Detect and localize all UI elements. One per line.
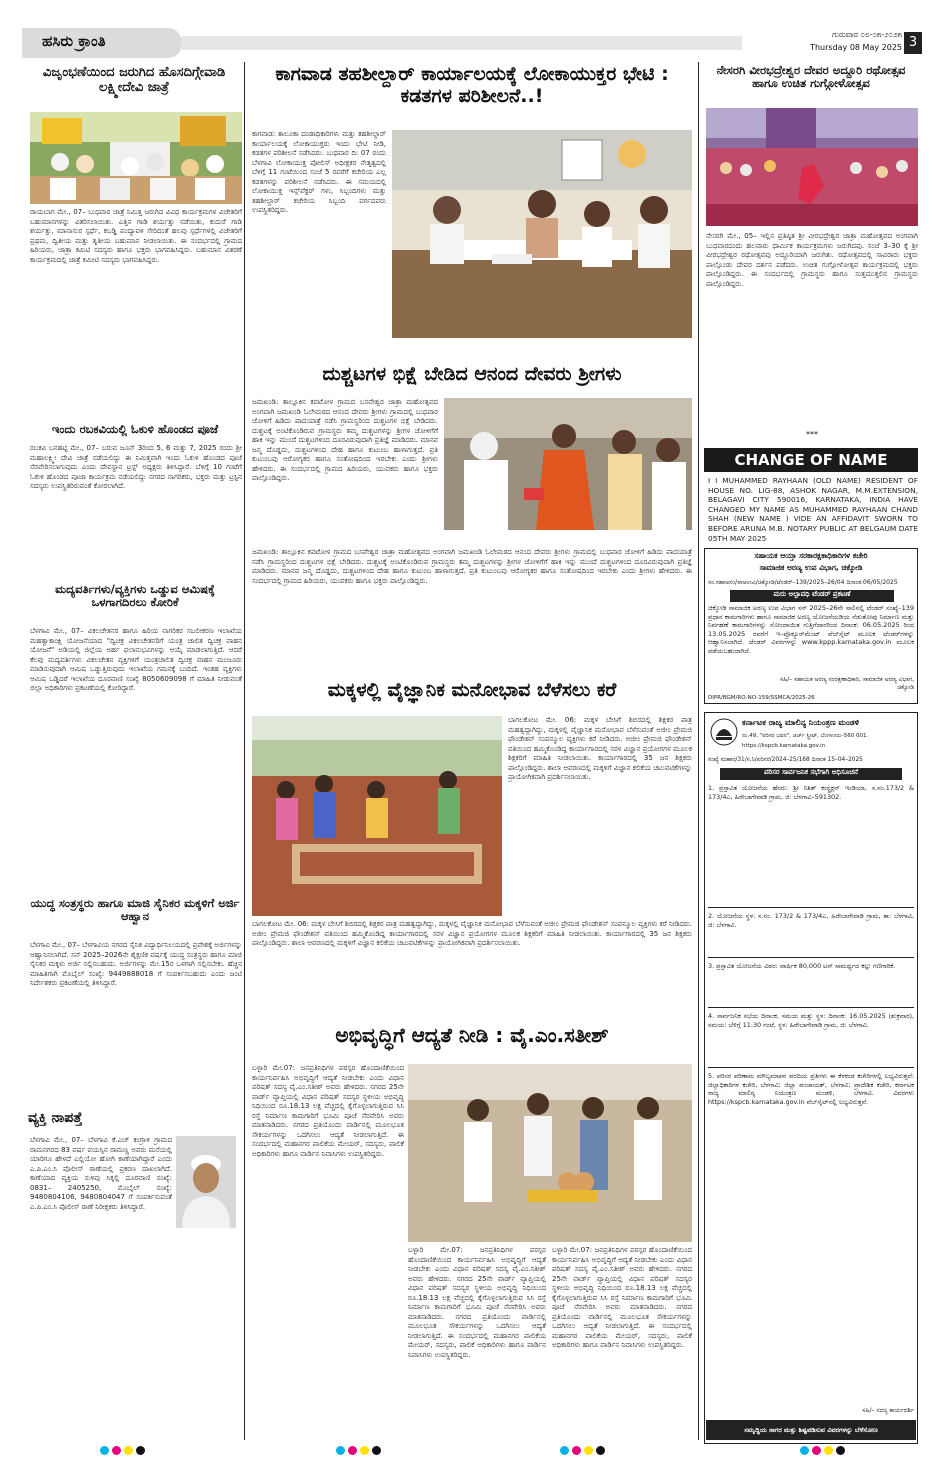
date-english: Thursday 08 May 2025	[810, 43, 902, 52]
bhoomi-pooja-image	[408, 1064, 692, 1242]
headline-dushchata: ದುಶ್ಚಟಗಳ ಭಿಕ್ಷೆ ಬೇಡಿದ ಆನಂದ ದೇವರು ಶ್ರೀಗಳು	[322, 364, 622, 385]
body-satish-c: ಬಳ್ಳಾರಿ ಮೇ.07: ಜನಪ್ರತಿನಿಧಿಗಳ ಪರಸ್ಪರ ಹೊಂದಾಣಿಕೆಯಿಂದ ಕಾರ್ಯನಿರ್ವಹಿಸಿ ಅಭಿವೃದ್ಧಿಗೆ ಆದ್ಯತೆ ನೀಡಬೇಕು ಎಂದು ವಿಧಾನ ಪರಿಷತ್ ಸದಸ್ಯ ವೈ.ಎಂ.ಸತೀಶ್ ಅವರು ಹೇಳಿದರು. ನಗರದ 25ನೇ ವಾರ್ಡ್ ವ್ಯಾಪ್ತಿಯಲ್ಲಿ ವಿಧಾನ ಪರಿಷತ್ ಸದಸ್ಯರ ಸ್ಥಳೀಯ ಅಭಿವೃದ್ಧಿ ನಿಧಿಯಿಂದ ರೂ.18.13 ಲಕ್ಷ ವೆಚ್ಚದಲ್ಲಿ ಕೈಗೊಳ್ಳಲಾಗುತ್ತಿರುವ ಸಿಸಿ ರಸ್ತೆ ನಿರ್ಮಾಣ ಕಾಮಗಾರಿಗೆ ಭೂಮಿ ಪೂಜೆ ನೆರವೇರಿಸಿ ಅವರು ಮಾತನಾಡಿದರು. ನಗರದ ಪ್ರತಿಯೊಂದು ವಾರ್ಡಿನಲ್ಲಿ ಮೂಲಭೂತ ಸೌಕರ್ಯಗಳನ್ನು ಒದಗಿಸಲು ಆದ್ಯತೆ ನೀಡಲಾಗುತ್ತಿದೆ. ಈ ಸಂದರ್ಭದಲ್ಲಿ ಮಹಾನಗರ ಪಾಲಿಕೆಯ ಮೇಯರ್, ಸದಸ್ಯರು, ಪಾಲಿಕೆ ಅಧಿಕಾರಿಗಳು ಹಾಗೂ ವಾರ್ಡಿನ ನಿವಾಸಿಗಳು ಉಪಸ್ಥಿತರಿದ್ದರು.	[552, 1246, 692, 1349]
body-okuli: ರಬಕವಿ ಬನಹಟ್ಟಿ ಮೇ., 07– ಬರುವ ಜೂನ್ 3ರಿಂದ 5, 6 ಮತ್ತು 7, 2025 ರಂದು ಶ್ರೀ ಮಹಾಲಕ್ಷ್ಮೀ ದೇವಿ ಜಾತ್ರೆ ನಡೆಯಲಿದ್ದು ಈ ನಿಮಿತ್ತವಾಗಿ ಇಂದು ಓಕುಳಿ ಹೊಂಡದ ಪೂಜೆ ನೆರವೇರಿಸಲಾಗುವುದು ಎಂದು ದೇವಸ್ಥಾನ ಟ್ರಸ್ಟ್ ಅಧ್ಯಕ್ಷರು ತಿಳಿಸಿದ್ದಾರೆ. ಬೆಳಿಗ್ಗೆ 10 ಗಂಟೆಗೆ ಓಕುಳಿ ಹೊಂಡದ ಪೂಜಾ ಕಾರ್ಯಕ್ರಮ ನಡೆಯಲಿದ್ದು ನಗರದ ನಾಗರಿಕರು, ಭಕ್ತರು ಮತ್ತು ಟ್ರಸ್ಟಿನ ಸದಸ್ಯರು ಉಪಸ್ಥಿತರಿರುವಂತೆ ಕೋರಲಾಗಿದೆ.	[30, 444, 242, 490]
headline-lokayukta: ಕಾಗವಾಡ ತಹಶೀಲ್ದಾರ್ ಕಾರ್ಯಾಲಯಕ್ಕೆ ಲೋಕಾಯುಕ್ತರ ಭೇಟಿ : ಕಡತಗಳ ಪರಿಶೀಲನೆ..!	[275, 64, 669, 107]
kspcb-item-2: 2. ಯೋಜನೆಯ ಸ್ಥಳ: ಸ.ನಂ. 173/2 & 173/4ಎ, ಹಿರೇಬಾಗೇವಾಡಿ ಗ್ರಾಮ, ತಾ: ಬೆಳಗಾವಿ, ಜಿ: ಬೆಳಗಾವಿ.	[708, 912, 914, 958]
kspcb-emblem-icon	[710, 718, 738, 746]
photo-bhoomi-pooja	[408, 1064, 692, 1242]
black-dot-icon	[596, 1446, 605, 1455]
end-mark: ***	[806, 430, 818, 439]
masthead-band	[182, 36, 742, 50]
tender-forest-title1: ಸಹಾಯಕ ಆಯ್ತಾ ಸರಕಾರಕ್ಷಕಾಧಿಕಾರಿಗಳ ಕಚೇರಿ	[754, 552, 868, 560]
headline-napatte: ವ್ಯಕ್ತಿ ನಾಪತ್ತೆ	[28, 1110, 83, 1126]
missing-person-portrait	[176, 1136, 236, 1228]
tender-forest-title2: ಸಾಮಾಜಿಕ ಅರಣ್ಯ ಉಪ ವಿಭಾಗ, ಚಿಕ್ಕೋಡಿ	[759, 564, 863, 572]
black-dot-icon	[836, 1446, 845, 1455]
yellow-dot-icon	[584, 1446, 593, 1455]
body-lokayukta: ಕಾಗವಾಡ: ತಾಲೂಕಾ ದಂಡಾಧಿಕಾರಿಗಳು ಮತ್ತು ತಹಶೀಲ್ದಾರ್ ಕಾರ್ಯಾಲಯಕ್ಕೆ ಲೋಕಾಯುಕ್ತರು ಇಂದು ಭೇಟಿ ನೀಡಿ, ಕಡತಗಳ ಪರಿಶೀಲನೆ ನಡೆಸಿದರು. ಬುಧವಾರ ದಿ: 07 ರಂದು ಬೆಳಗಾವಿ ಲೋಕಾಯುಕ್ತ ಪೋಲಿಸ್ ಅಧೀಕ್ಷಕರ ನೇತೃತ್ವದಲ್ಲಿ ಬೆಳಿಗ್ಗೆ 11 ಗಂಟೆಯಿಂದ ಸಂಜೆ 5 ರವರೆಗೆ ಕಚೇರಿಯ ಎಲ್ಲ ಕಡತಗಳನ್ನು ಪರಿಶೀಲನೆ ನಡೆಸಿದರು. ಈ ಸಮಯದಲ್ಲಿ ಲೋಕಾಯುಕ್ತ ಇನ್ಸ್‌ಪೆಕ್ಟರ್ ಗಳು, ಸಿಬ್ಬಂದಿಗಳು ಮತ್ತು ತಹಶೀಲ್ದಾರ್ ಕಚೇರಿಯ ಸಿಬ್ಬಂದಿ ವರ್ಗದವರು ಉಪಸ್ಥಿತರಿದ್ದರು.	[252, 130, 386, 214]
headline-vaijnanika: ಮಕ್ಕಳಲ್ಲಿ ವೈಜ್ಞಾನಿಕ ಮನೋಭಾವ ಬೆಳೆಸಲು ಕರೆ	[327, 680, 617, 701]
magenta-dot-icon	[812, 1446, 821, 1455]
kspcb-address: ನಂ.49, "ಪರಿಸರ ಭವನ", ಚರ್ಚ್ ಸ್ಟ್ರೀಟ್, ಬೆಂಗಳೂರು–560 001.	[742, 733, 869, 739]
yellow-dot-icon	[824, 1446, 833, 1455]
cyan-dot-icon	[336, 1446, 345, 1455]
kspcb-sub: ಪರಿಸರ ಸಾರ್ವಜನಿಕ ಸಭೆಗಾಗಿ ಅಧಿಸೂಚನೆ	[720, 768, 902, 780]
photo-rathotsava	[706, 108, 918, 226]
body-sainik: ಬೆಳಗಾವಿ ಮೇ., 07– ಬೆಳಗಾವಿಯ ನಗರದ ಸೈನಿಕ ವಿದ್ಯಾರ್ಥಿನಿಲಯದಲ್ಲಿ ಪ್ರವೇಶಕ್ಕೆ ಅರ್ಜಿಗಳನ್ನು ಆಹ್ವಾನಿಸಲಾಗಿದೆ. ಸನ್ 2025–2026ನೇ ಶೈಕ್ಷಣಿಕ ವರ್ಷಕ್ಕೆ ಯುದ್ಧ ಸಂತ್ರಸ್ಥರು ಹಾಗೂ ಮಾಜಿ ಸೈನಿಕರ ಮಕ್ಕಳು ಅರ್ಜಿ ಸಲ್ಲಿಸಬಹುದು. ಅರ್ಜಿಗಳನ್ನು ಮೇ.15ರ ಒಳಗಾಗಿ ಸಲ್ಲಿಸಬೇಕು. ಹೆಚ್ಚಿನ ಮಾಹಿತಿಗಾಗಿ ಮೊಬೈಲ್ ಸಂಖ್ಯೆ: 9449888018 ಗೆ ಸಂಪರ್ಕಿಸಬಹುದು ಎಂದು ಜಂಟಿ ನಿರ್ದೇಶಕರು ಪ್ರಕಟಣೆಯಲ್ಲಿ ತಿಳಿಸಿದ್ದಾರೆ.	[30, 941, 242, 987]
kspcb-item-1: 1. ಪ್ರಸ್ತಾವಿತ ಯೋಜನೆಯ ಹೆಸರು: ಶ್ರೀ ನಿಶಿತ್ ಕಂಸ್ಟ್ರಕ್ಷನ್ ಇಂಡಿಯಾ, ಸ.ನಂ.173/2 & 173/4ಎ, ಹಿರೇಬಾಗೇವಾಡಿ ಗ್ರಾಮ, ಜಿ: ಬೆಳಗಾವಿ–591302.	[708, 784, 914, 908]
cyan-dot-icon	[800, 1446, 809, 1455]
cyan-dot-icon	[100, 1446, 109, 1455]
body-dushchata-b: ಜಮಖಂಡಿ: ತಾಲ್ಲೂಕಿನ ಕವಟೋಳ ಗ್ರಾಮದ ಬಸವೇಶ್ವರ ಜಾತ್ರಾ ಮಹೋತ್ಸವದ ಅಂಗವಾಗಿ ಜಮಖಂಡಿ ಓಲೇಮಠದ ಆನಂದ ದೇವರು ಶ್ರೀಗಳು ಗ್ರಾಮದಲ್ಲಿ ಬುಧವಾರ ಜೋಳಿಗೆ ಹಿಡಿದು ಪಾದಯಾತ್ರೆ ನಡೆಸಿ ಗ್ರಾಮಸ್ಥರಿಂದ ದುಶ್ಚಟಗಳ ಭಿಕ್ಷೆ ಬೇಡಿದರು. ದುಶ್ಚಟಕ್ಕೆ ಅಂಟಿಕೊಂಡಿರುವ ಗ್ರಾಮಸ್ಥರು ತಮ್ಮ ದುಶ್ಚಟಗಳನ್ನು ಶ್ರೀಗಳ ಜೋಳಿಗೆಗೆ ಹಾಕಿ ಇನ್ನು ಮುಂದೆ ದುಶ್ಚಟಗಳಿಂದ ದೂರವಿರುವುದಾಗಿ ಪ್ರತಿಜ್ಞೆ ಮಾಡಿದರು. ಮಾನವ ಜನ್ಮ ದೊಡ್ಡದು, ದುಶ್ಚಟಗಳಿಂದ ದೇಹ ಹಾಗೂ ಕುಟುಂಬ ಹಾಳಾಗುತ್ತದೆ. ಪ್ರತಿ ಕುಟುಂಬವು ಆರೋಗ್ಯಕರ ಹಾಗೂ ಸಂತೋಷದಿಂದ ಇರಬೇಕು ಎಂದು ಶ್ರೀಗಳು ಹೇಳಿದರು. ಈ ಸಂದರ್ಭದಲ್ಲಿ ಗ್ರಾಮದ ಹಿರಿಯರು, ಯುವಕರು ಹಾಗೂ ಭಕ್ತರು ಪಾಲ್ಗೊಂಡಿದ್ದರು.	[252, 548, 692, 585]
kspcb-item-3: 3. ಪ್ರಸ್ತಾವಿತ ಯೋಜನೆಯ ವಿವರ: ವಾರ್ಷಿಕ 80,000 ಟನ್ ಸಾಮರ್ಥ್ಯದ ಕಲ್ಲು ಗಣಿಗಾರಿಕೆ.	[708, 962, 914, 1008]
tender-forest-code: DIPR/BGM/RO-NO-159/SSMCA/2025-26	[708, 695, 815, 701]
headline-vikalachetana: ಮದ್ಯವರ್ತಿಗಳು/ವ್ಯಕ್ತಿಗಳು ಒಡ್ಡುವ ಆಮಿಷಕ್ಕೆ ಒಳಗಾಗದಿರಲು ಕೋರಿಕೆ	[55, 583, 215, 610]
lokayukta-office-image	[392, 130, 692, 338]
photo-science-camp	[252, 716, 502, 916]
body-nesaragi: ನೇಸರಗಿ ಮೇ., 05– ಇಲ್ಲಿನ ಪ್ರತಿಷ್ಠಿತ ಶ್ರೀ ವೀರಭದ್ರೇಶ್ವರ ಜಾತ್ರಾ ಮಹೋತ್ಸವದ ಅಂಗವಾಗಿ ಬುಧವಾರದಂದು ಹಲವಾರು ಧಾರ್ಮಿಕ ಕಾರ್ಯಕ್ರಮಗಳು ಜರುಗಿದವು. ಸಂಜೆ 3–30 ಕ್ಕೆ ಶ್ರೀ ವೀರಭದ್ರೇಶ್ವರ ರಥೋತ್ಸವವು ಅದ್ದೂರಿಯಾಗಿ ಜರುಗಿತು. ರಥೋತ್ಸವದಲ್ಲಿ ಸಾವಿರಾರು ಭಕ್ತರು ಪಾಲ್ಗೊಂಡು ದೇವರ ದರ್ಶನ ಪಡೆದರು. ಉಚಿತ ಗುಗ್ಗೋಳೋತ್ಸವ ಕಾರ್ಯಕ್ರಮದಲ್ಲಿ ಭಕ್ತರು ಪಾಲ್ಗೊಂಡಿದ್ದರು. ಈ ಸಂದರ್ಭದಲ್ಲಿ ಗ್ರಾಮಸ್ಥರು ಹಾಗೂ ಸುತ್ತಮುತ್ತಲಿನ ಗ್ರಾಮಸ್ಥರು ಪಾಲ್ಗೊಂಡಿದ್ದರು.	[706, 232, 918, 288]
masthead	[22, 28, 922, 58]
headline-sainik: ಯುದ್ಧ ಸಂತ್ರಸ್ಥರು ಹಾಗೂ ಮಾಜಿ ಸೈನಿಕರ ಮಕ್ಕಳಿಗೆ ಅರ್ಜಿ ಆಹ್ವಾನ	[30, 897, 240, 924]
name-change-banner: CHANGE OF NAME	[704, 448, 918, 472]
kspcb-ref: ಸಂಖ್ಯೆ ಮಹಾರ/31/ಸ.ನಿ/ಪರಿಸರ/2024–25/168 ದಿನಾಂಕ 15–04–2025	[708, 757, 863, 763]
column-divider	[244, 62, 245, 1440]
body-dushchata-a: ಜಮಖಂಡಿ: ತಾಲ್ಲೂಕಿನ ಕವಟೋಳ ಗ್ರಾಮದ ಬಸವೇಶ್ವರ ಜಾತ್ರಾ ಮಹೋತ್ಸವದ ಅಂಗವಾಗಿ ಜಮಖಂಡಿ ಓಲೇಮಠದ ಆನಂದ ದೇವರು ಶ್ರೀಗಳು ಗ್ರಾಮದಲ್ಲಿ ಬುಧವಾರ ಜೋಳಿಗೆ ಹಿಡಿದು ಪಾದಯಾತ್ರೆ ನಡೆಸಿ ಗ್ರಾಮಸ್ಥರಿಂದ ದುಶ್ಚಟಗಳ ಭಿಕ್ಷೆ ಬೇಡಿದರು. ದುಶ್ಚಟಕ್ಕೆ ಅಂಟಿಕೊಂಡಿರುವ ಗ್ರಾಮಸ್ಥರು ತಮ್ಮ ದುಶ್ಚಟಗಳನ್ನು ಶ್ರೀಗಳ ಜೋಳಿಗೆಗೆ ಹಾಕಿ ಇನ್ನು ಮುಂದೆ ದುಶ್ಚಟಗಳಿಂದ ದೂರವಿರುವುದಾಗಿ ಪ್ರತಿಜ್ಞೆ ಮಾಡಿದರು. ಮಾನವ ಜನ್ಮ ದೊಡ್ಡದು, ದುಶ್ಚಟಗಳಿಂದ ದೇಹ ಹಾಗೂ ಕುಟುಂಬ ಹಾಳಾಗುತ್ತದೆ. ಪ್ರತಿ ಕುಟುಂಬವು ಆರೋಗ್ಯಕರ ಹಾಗೂ ಸಂತೋಷದಿಂದ ಇರಬೇಕು ಎಂದು ಶ್ರೀಗಳು ಹೇಳಿದರು. ಈ ಸಂದರ್ಭದಲ್ಲಿ ಗ್ರಾಮದ ಹಿರಿಯರು, ಯುವಕರು ಹಾಗೂ ಭಕ್ತರು ಪಾಲ್ಗೊಂಡಿದ್ದರು.	[252, 398, 438, 482]
page-number: 3	[904, 32, 922, 54]
kspcb-item-4: 4. ಸಾರ್ವಜನಿಕ ಸಭೆಯ ದಿನಾಂಕ, ಸಮಯ ಮತ್ತು ಸ್ಥಳ: ದಿನಾಂಕ: 16.05.2025 (ಶುಕ್ರವಾರ), ಸಮಯ: ಬೆಳಿಗ್ಗೆ 11:30 ಗಂಟೆ, ಸ್ಥಳ: ಹಿರೇಬಾಗೇವಾಡಿ ಗ್ರಾಮ, ಜಿ: ಬೆಳಗಾವಿ.	[708, 1012, 914, 1068]
kspcb-item-5: 5. ಪರಿಸರ ಪರಿಣಾಮ ಮೌಲ್ಯಮಾಪನ ವರದಿಯ ಪ್ರತಿಗಳು ಈ ಕೆಳಕಂಡ ಕಚೇರಿಗಳಲ್ಲಿ ಲಭ್ಯವಿರುತ್ತವೆ: ಜಿಲ್ಲಾಧಿಕಾರಿಗಳ ಕಚೇರಿ, ಬೆಳಗಾವಿ; ಜಿಲ್ಲಾ ಪಂಚಾಯತ್, ಬೆಳಗಾವಿ; ಪ್ರಾದೇಶಿಕ ಕಚೇರಿ, ಕರ್ನಾಟಕ ರಾಜ್ಯ ಮಾಲಿನ್ಯ ನಿಯಂತ್ರಣ ಮಂಡಳಿ, ಬೆಳಗಾವಿ. ವಿವರಗಳು https://kspcb.karnataka.gov.in ವೆಬ್‌ಸೈಟ್‌ನಲ್ಲಿ ಲಭ್ಯವಿರುತ್ತವೆ.	[708, 1072, 914, 1106]
body-satish-a: ಬಳ್ಳಾರಿ ಮೇ.07: ಜನಪ್ರತಿನಿಧಿಗಳ ಪರಸ್ಪರ ಹೊಂದಾಣಿಕೆಯಿಂದ ಕಾರ್ಯನಿರ್ವಹಿಸಿ ಅಭಿವೃದ್ಧಿಗೆ ಆದ್ಯತೆ ನೀಡಬೇಕು ಎಂದು ವಿಧಾನ ಪರಿಷತ್ ಸದಸ್ಯ ವೈ.ಎಂ.ಸತೀಶ್ ಅವರು ಹೇಳಿದರು. ನಗರದ 25ನೇ ವಾರ್ಡ್ ವ್ಯಾಪ್ತಿಯಲ್ಲಿ ವಿಧಾನ ಪರಿಷತ್ ಸದಸ್ಯರ ಸ್ಥಳೀಯ ಅಭಿವೃದ್ಧಿ ನಿಧಿಯಿಂದ ರೂ.18.13 ಲಕ್ಷ ವೆಚ್ಚದಲ್ಲಿ ಕೈಗೊಳ್ಳಲಾಗುತ್ತಿರುವ ಸಿಸಿ ರಸ್ತೆ ನಿರ್ಮಾಣ ಕಾಮಗಾರಿಗೆ ಭೂಮಿ ಪೂಜೆ ನೆರವೇರಿಸಿ ಅವರು ಮಾತನಾಡಿದರು. ನಗರದ ಪ್ರತಿಯೊಂದು ವಾರ್ಡಿನಲ್ಲಿ ಮೂಲಭೂತ ಸೌಕರ್ಯಗಳನ್ನು ಒದಗಿಸಲು ಆದ್ಯತೆ ನೀಡಲಾಗುತ್ತಿದೆ. ಈ ಸಂದರ್ಭದಲ್ಲಿ ಮಹಾನಗರ ಪಾಲಿಕೆಯ ಮೇಯರ್, ಸದಸ್ಯರು, ಪಾಲಿಕೆ ಅಧಿಕಾರಿಗಳು ಹಾಗೂ ವಾರ್ಡಿನ ನಿವಾಸಿಗಳು ಉಪಸ್ಥಿತರಿದ್ದರು.	[252, 1064, 404, 1158]
black-dot-icon	[372, 1446, 381, 1455]
photo-jatre	[30, 112, 242, 204]
date-kannada: ಗುರುವಾರ ೦೮-೦೫-೨೦೨೫	[832, 30, 902, 39]
photo-missing-person	[176, 1136, 236, 1228]
headline-satish: ಅಭಿವೃದ್ಧಿಗೆ ಆದ್ಯತೆ ನೀಡಿ : ವೈ.ಎಂ.ಸತೀಶ್	[335, 1024, 609, 1047]
tender-forest-sign: ಸಹಿ/– ಸಹಾಯಕ ಅರಣ್ಯ ಸಂರಕ್ಷಣಾಧಿಕಾರಿ, ಸಾಮಾಜಿಕ ಅರಣ್ಯ ವಿಭಾಗ, ಚಿಕ್ಕೋಡಿ	[779, 676, 914, 691]
yellow-dot-icon	[124, 1446, 133, 1455]
date-block	[742, 28, 902, 54]
column-divider	[698, 62, 699, 1440]
body-vikalachetana: ಬೆಳಗಾವಿ ಮೇ., 07– ವಿಕಲಚೇತನರ ಹಾಗೂ ಹಿರಿಯ ನಾಗರಿಕರ ಸಬಲೀಕರಣ ಇಲಾಖೆಯ ಮಹತ್ವಾಕಾಂಕ್ಷಿ ಯೋಜನೆಯಾದ "ದ್ವಿಚಕ್ರ ವಿಕಲಚೇತನರಿಗೆ ಯಂತ್ರ ಚಾಲಿತ ದ್ವಿಚಕ್ರ ವಾಹನ ಯೋಜನೆ" ಅಡಿಯಲ್ಲಿ ಜಿಲ್ಲೆಯ ಅರ್ಹ ಫಲಾನುಭವಿಗಳನ್ನು ಆಯ್ಕೆ ಮಾಡಲಾಗುತ್ತಿದೆ. ಆದರೆ ಕೆಲವು ಮದ್ಯವರ್ತಿಗಳು ವಿಕಲಚೇತನ ವ್ಯಕ್ತಿಗಳಿಗೆ ಯಂತ್ರಚಾಲಿತ ದ್ವಿಚಕ್ರ ವಾಹನ ಮಂಜೂರು ಮಾಡಿಸುವುದಾಗಿ ಆಮಿಷ ಒಡ್ಡುತ್ತಿರುವುದು ಇಲಾಖೆಯ ಗಮನಕ್ಕೆ ಬಂದಿದೆ. ಇಂತಹ ವ್ಯಕ್ತಿಗಳು ಆಮಿಷ ಒಡ್ಡಿದರೆ ಇಲಾಖೆಯ ದೂರವಾಣಿ ಸಂಖ್ಯೆ 8050609098 ಗೆ ಮಾಹಿತಿ ನೀಡುವಂತೆ ಜಿಲ್ಲಾ ಅಧಿಕಾರಿಗಳು ಪ್ರಕಟಣೆಯಲ್ಲಿ ಕೋರಿದ್ದಾರೆ.	[30, 627, 242, 692]
tender-forest-ref: ಸಂ.ಸಹಾಅಸಂ/ಸಾಅಉವಿ/ಚಿಕ್ಕೋಡಿ/ಟೆಂಡರ್‌–139/2025–26/04 ದಿನಾಂಕ:06/05/2025	[708, 579, 898, 586]
tender-forest-body: ಚಿಕ್ಕೋಡಿ ಸಾಮಾಜಿಕ ಅರಣ್ಯ ಉಪ ವಿಭಾಗ ಸನ್ 2025–26ನೇ ಸಾಲಿನಲ್ಲಿ ಟೆಂಡರ್ ಸಂಖ್ಯೆ–139 ಪ್ರಧಾನ ಕಾಮಗಾರಿಗಳು ಹಾಗೂ ಸಾಮಾಜಿಕ ಅರಣ್ಯ ಯೋಜನೆಯಡಿಯ ನೆಡುತೋಪು ನಿರ್ಮಾಣ ಮತ್ತು ನಿರ್ವಹಣೆ ಕಾಮಗಾರಿಗಳನ್ನು ನೋಂದಾಯಿತ ಗುತ್ತಿಗೆದಾರರಿಂದ ದಿನಾಂಕ: 06.05.2025 ರಿಂದ 13.05.2025 ರವರೆಗೆ ಇ–ಪ್ರೊಕ್ಯೂರ್‌ಮೆಂಟ್ ವೆಬ್‌ಸೈಟ್ ಮೂಲಕ ಟೆಂಡರ್‌ಗಳನ್ನು ಆಹ್ವಾನಿಸಲಾಗಿದೆ. ಟೆಂಡರ್ ವಿವರಗಳನ್ನು www.kppp.karnataka.gov.in ಮೂಲಕ ಪಡೆಯಬಹುದಾಗಿದೆ.	[708, 604, 914, 655]
body-vaijnanika-a: ಬಾಗಲಕೋಟ ಮೇ. 06: ಮಕ್ಕಳ ಬೇಸಿಗೆ ಶಿಬಿರದಲ್ಲಿ ಶಿಕ್ಷಕರ ಪಾತ್ರ ಮಹತ್ವದ್ದಾಗಿದ್ದು, ಮಕ್ಕಳಲ್ಲಿ ವೈಜ್ಞಾನಿಕ ಮನೋಭಾವ ಬೆಳೆಸುವಂತೆ ಅಜೀಂ ಪ್ರೇಮಜಿ ಫೌಂಡೇಶನ್ ಸಂಪನ್ಮೂಲ ವ್ಯಕ್ತಿಗಳು ಕರೆ ನೀಡಿದರು. ಅಜೀಂ ಪ್ರೇಮಜಿ ಫೌಂಡೇಶನ್ ವತಿಯಿಂದ ಹಮ್ಮಿಕೊಂಡಿದ್ದ ಕಾರ್ಯಾಗಾರದಲ್ಲಿ ಸರಳ ವಿಜ್ಞಾನ ಪ್ರಯೋಗಗಳ ಮೂಲಕ ಶಿಕ್ಷಕರಿಗೆ ಮಾಹಿತಿ ನೀಡಲಾಯಿತು. ಕಾರ್ಯಾಗಾರದಲ್ಲಿ 35 ಜನ ಶಿಕ್ಷಕರು ಪಾಲ್ಗೊಂಡಿದ್ದರು. ಶಾಲಾ ಆವರಣದಲ್ಲಿ ಮಕ್ಕಳಿಗೆ ವಿಜ್ಞಾನ ಕಲಿಕೆಯ ಚಟುವಟಿಕೆಗಳನ್ನು ಪ್ರಾಯೋಗಿಕವಾಗಿ ಪ್ರದರ್ಶಿಸಲಾಯಿತು.	[508, 716, 692, 781]
section-title: ಹಸಿರು ಕ್ರಾಂತಿ	[42, 32, 106, 50]
name-change-body: I I MUHAMMED RAYHAAN (OLD NAME) RESIDENT OF HOUSE NO. LIG-88, ASHOK NAGAR, M.M.EXTENSION, BELAGAVI CITY 590016, KARNATAKA, INDIA HAVE CHANGED MY NAME AS MUHAMMED RAYHAAN CHAND SHAH (NEW NAME ) VIDE AN AFFIDAVIT SWORN TO BEFORE ARUNA M.B. NOTARY PUBLIC AT BELGAUM DATE 05TH MAY 2025	[708, 476, 918, 543]
body-vaijnanika-b: ಬಾಗಲಕೋಟ ಮೇ. 06: ಮಕ್ಕಳ ಬೇಸಿಗೆ ಶಿಬಿರದಲ್ಲಿ ಶಿಕ್ಷಕರ ಪಾತ್ರ ಮಹತ್ವದ್ದಾಗಿದ್ದು, ಮಕ್ಕಳಲ್ಲಿ ವೈಜ್ಞಾನಿಕ ಮನೋಭಾವ ಬೆಳೆಸುವಂತೆ ಅಜೀಂ ಪ್ರೇಮಜಿ ಫೌಂಡೇಶನ್ ಸಂಪನ್ಮೂಲ ವ್ಯಕ್ತಿಗಳು ಕರೆ ನೀಡಿದರು. ಅಜೀಂ ಪ್ರೇಮಜಿ ಫೌಂಡೇಶನ್ ವತಿಯಿಂದ ಹಮ್ಮಿಕೊಂಡಿದ್ದ ಕಾರ್ಯಾಗಾರದಲ್ಲಿ ಸರಳ ವಿಜ್ಞಾನ ಪ್ರಯೋಗಗಳ ಮೂಲಕ ಶಿಕ್ಷಕರಿಗೆ ಮಾಹಿತಿ ನೀಡಲಾಯಿತು. ಕಾರ್ಯಾಗಾರದಲ್ಲಿ 35 ಜನ ಶಿಕ್ಷಕರು ಪಾಲ್ಗೊಂಡಿದ್ದರು. ಶಾಲಾ ಆವರಣದಲ್ಲಿ ಮಕ್ಕಳಿಗೆ ವಿಜ್ಞಾನ ಕಲಿಕೆಯ ಚಟುವಟಿಕೆಗಳನ್ನು ಪ್ರಾಯೋಗಿಕವಾಗಿ ಪ್ರದರ್ಶಿಸಲಾಯಿತು.	[252, 920, 692, 947]
black-dot-icon	[136, 1446, 145, 1455]
science-camp-image	[252, 716, 502, 916]
rathotsava-crowd-image	[706, 108, 918, 226]
section-tab	[22, 28, 182, 58]
headline-okuli: ಇಂದು ರಬಕವಿಯಲ್ಲಿ ಓಕುಳಿ ಹೊಂಡದ ಪೂಜೆ	[51, 423, 219, 436]
yellow-dot-icon	[360, 1446, 369, 1455]
kspcb-website: https://kspcb.karnataka.gov.in	[742, 743, 826, 749]
body-jatre: ರಾಯಬಾಗ ಮೇ., 07– ಬುಧವಾರ ಜಾತ್ರೆ ನಿಮಿತ್ತ ಜರುಗಿದ ವಿವಿಧ ಕಾರ್ಯಕ್ರಮಗಳ ವಿಜೇತರಿಗೆ ಬಹುಮಾನಗಳನ್ನು ವಿತರಿಸಲಾಯಿತು. ಎತ್ತಿನ ಗಾಡಿ ಶರ್ಯತ್ತು ನಡೆಯಿತು, ಕುದುರೆ ಗಾಡಿ ಶರ್ಯತ್ತು, ಮಾನಾಸುರ ಸ್ಪರ್ಧೆ, ಕಬಡ್ಡಿ ಪಂದ್ಯಾವಳಿ ಸೇರಿದಂತೆ ಹಲವು ಸ್ಪರ್ಧೆಗಳಲ್ಲಿ ವಿಜೇತರಿಗೆ ಪ್ರಥಮ, ದ್ವಿತೀಯ ಮತ್ತು ತೃತೀಯ ಬಹುಮಾನ ನೀಡಲಾಯಿತು. ಈ ಸಂದರ್ಭದಲ್ಲಿ ಗ್ರಾಮದ ಹಿರಿಯರು, ಜಾತ್ರಾ ಕಮಿಟಿ ಸದಸ್ಯರು ಹಾಗೂ ಭಕ್ತರು ಭಾಗವಹಿಸಿದ್ದರು. ಬಹುಮಾನ ವಿತರಣೆ ಕಾರ್ಯಕ್ರಮದಲ್ಲಿ ಜಾತ್ರೆ ಕಮೀಟಿ ಸದಸ್ಯರು ಭಾಗವಹಿಸಿದ್ದರು.	[30, 208, 242, 264]
kspcb-sign: ಸಹಿ/– ಸದಸ್ಯ ಕಾರ್ಯದರ್ಶಿ	[862, 1407, 914, 1414]
tender-forest-sub: ಮರು ಅಲ್ಪಾವಧಿ ಟೆಂಡರ್ ಪ್ರಕಟಣೆ	[730, 590, 894, 602]
headline-jatre: ವಿಜೃಂಭಣೆಯಿಂದ ಜರುಗಿದ ಹೊಸದಿಗ್ಗೇವಾಡಿ ಲಕ್ಷ್ಮೀದೇವಿ ಜಾತ್ರೆ	[42, 66, 226, 95]
magenta-dot-icon	[572, 1446, 581, 1455]
body-satish-b: ಬಳ್ಳಾರಿ ಮೇ.07: ಜನಪ್ರತಿನಿಧಿಗಳ ಪರಸ್ಪರ ಹೊಂದಾಣಿಕೆಯಿಂದ ಕಾರ್ಯನಿರ್ವಹಿಸಿ ಅಭಿವೃದ್ಧಿಗೆ ಆದ್ಯತೆ ನೀಡಬೇಕು ಎಂದು ವಿಧಾನ ಪರಿಷತ್ ಸದಸ್ಯ ವೈ.ಎಂ.ಸತೀಶ್ ಅವರು ಹೇಳಿದರು. ನಗರದ 25ನೇ ವಾರ್ಡ್ ವ್ಯಾಪ್ತಿಯಲ್ಲಿ ವಿಧಾನ ಪರಿಷತ್ ಸದಸ್ಯರ ಸ್ಥಳೀಯ ಅಭಿವೃದ್ಧಿ ನಿಧಿಯಿಂದ ರೂ.18.13 ಲಕ್ಷ ವೆಚ್ಚದಲ್ಲಿ ಕೈಗೊಳ್ಳಲಾಗುತ್ತಿರುವ ಸಿಸಿ ರಸ್ತೆ ನಿರ್ಮಾಣ ಕಾಮಗಾರಿಗೆ ಭೂಮಿ ಪೂಜೆ ನೆರವೇರಿಸಿ ಅವರು ಮಾತನಾಡಿದರು. ನಗರದ ಪ್ರತಿಯೊಂದು ವಾರ್ಡಿನಲ್ಲಿ ಮೂಲಭೂತ ಸೌಕರ್ಯಗಳನ್ನು ಒದಗಿಸಲು ಆದ್ಯತೆ ನೀಡಲಾಗುತ್ತಿದೆ. ಈ ಸಂದರ್ಭದಲ್ಲಿ ಮಹಾನಗರ ಪಾಲಿಕೆಯ ಮೇಯರ್, ಸದಸ್ಯರು, ಪಾಲಿಕೆ ಅಧಿಕಾರಿಗಳು ಹಾಗೂ ವಾರ್ಡಿನ ನಿವಾಸಿಗಳು ಉಪಸ್ಥಿತರಿದ್ದರು.	[408, 1246, 546, 1359]
kspcb-logo-icon	[710, 718, 738, 746]
headline-nesaragi: ನೇಸರಗಿ ವೀರಭದ್ರೇಶ್ವರ ದೇವರ ಅದ್ದೂರಿ ರಥೋತ್ಸವ ಹಾಗೂ ಉಚಿತ ಗುಗ್ಗೋಳೋತ್ಸವ	[716, 64, 906, 91]
magenta-dot-icon	[112, 1446, 121, 1455]
jatre-crowd-image	[30, 112, 242, 204]
magenta-dot-icon	[348, 1446, 357, 1455]
body-napatte-top: ಬೆಳಗಾವಿ ಮೇ., 07– ಬೆಳಗಾವಿ ಕೆ.ಎಚ್ ಕಂಗ್ರಾಳಿ ಗ್ರಾಮದ ರಾಮನಗರದ 83 ವರ್ಷ ವಯಸ್ಸಿನ ರಾಮಣ್ಣ ಅವರು ಮನೆಯಲ್ಲಿ ಯಾರಿಗೂ ಹೇಳದೆ ಎಲ್ಲಿಯೋ ಹೋಗಿ ಕಾಣೆಯಾಗಿದ್ದಾರೆ ಎಂದು ಎ.ಪಿ.ಎಂ.ಸಿ ಪೊಲೀಸ್ ಠಾಣೆಯಲ್ಲಿ ಪ್ರಕರಣ ದಾಖಲಾಗಿದೆ. ಕಾಣೆಯಾದ ವ್ಯಕ್ತಿಯ ಸುಳಿವು ಸಿಕ್ಕಲ್ಲಿ ದೂರವಾಣಿ ಸಂಖ್ಯೆ: 0831– 2405250, ಮೊಬೈಲ್ ಸಂಖ್ಯೆ: 9480804106, 9480804047 ಗೆ ಸಂಪರ್ಕಿಸುವಂತೆ ಎ.ಪಿ.ಎಂ.ಸಿ ಪೊಲೀಸ್ ಠಾಣೆ ನಿರೀಕ್ಷಕರು ತಿಳಿಸಿದ್ದಾರೆ.	[30, 1136, 172, 1211]
kspcb-title: ಕರ್ನಾಟಕ ರಾಜ್ಯ ಮಾಲಿನ್ಯ ನಿಯಂತ್ರಣ ಮಂಡಳಿ	[742, 718, 860, 727]
swamiji-procession-image	[444, 398, 692, 530]
photo-swamiji	[444, 398, 692, 530]
cyan-dot-icon	[560, 1446, 569, 1455]
kspcb-footer-banner: ಸಮೃದ್ಧಿಯ ಸಾಗರ ಮತ್ತು ಶಿಷ್ಟಪಡಿಸುವ ವಿವರಗಳನ್ನು ಬೆಳೆಸೋಣ	[706, 1420, 916, 1440]
photo-lokayukta-office	[392, 130, 692, 338]
